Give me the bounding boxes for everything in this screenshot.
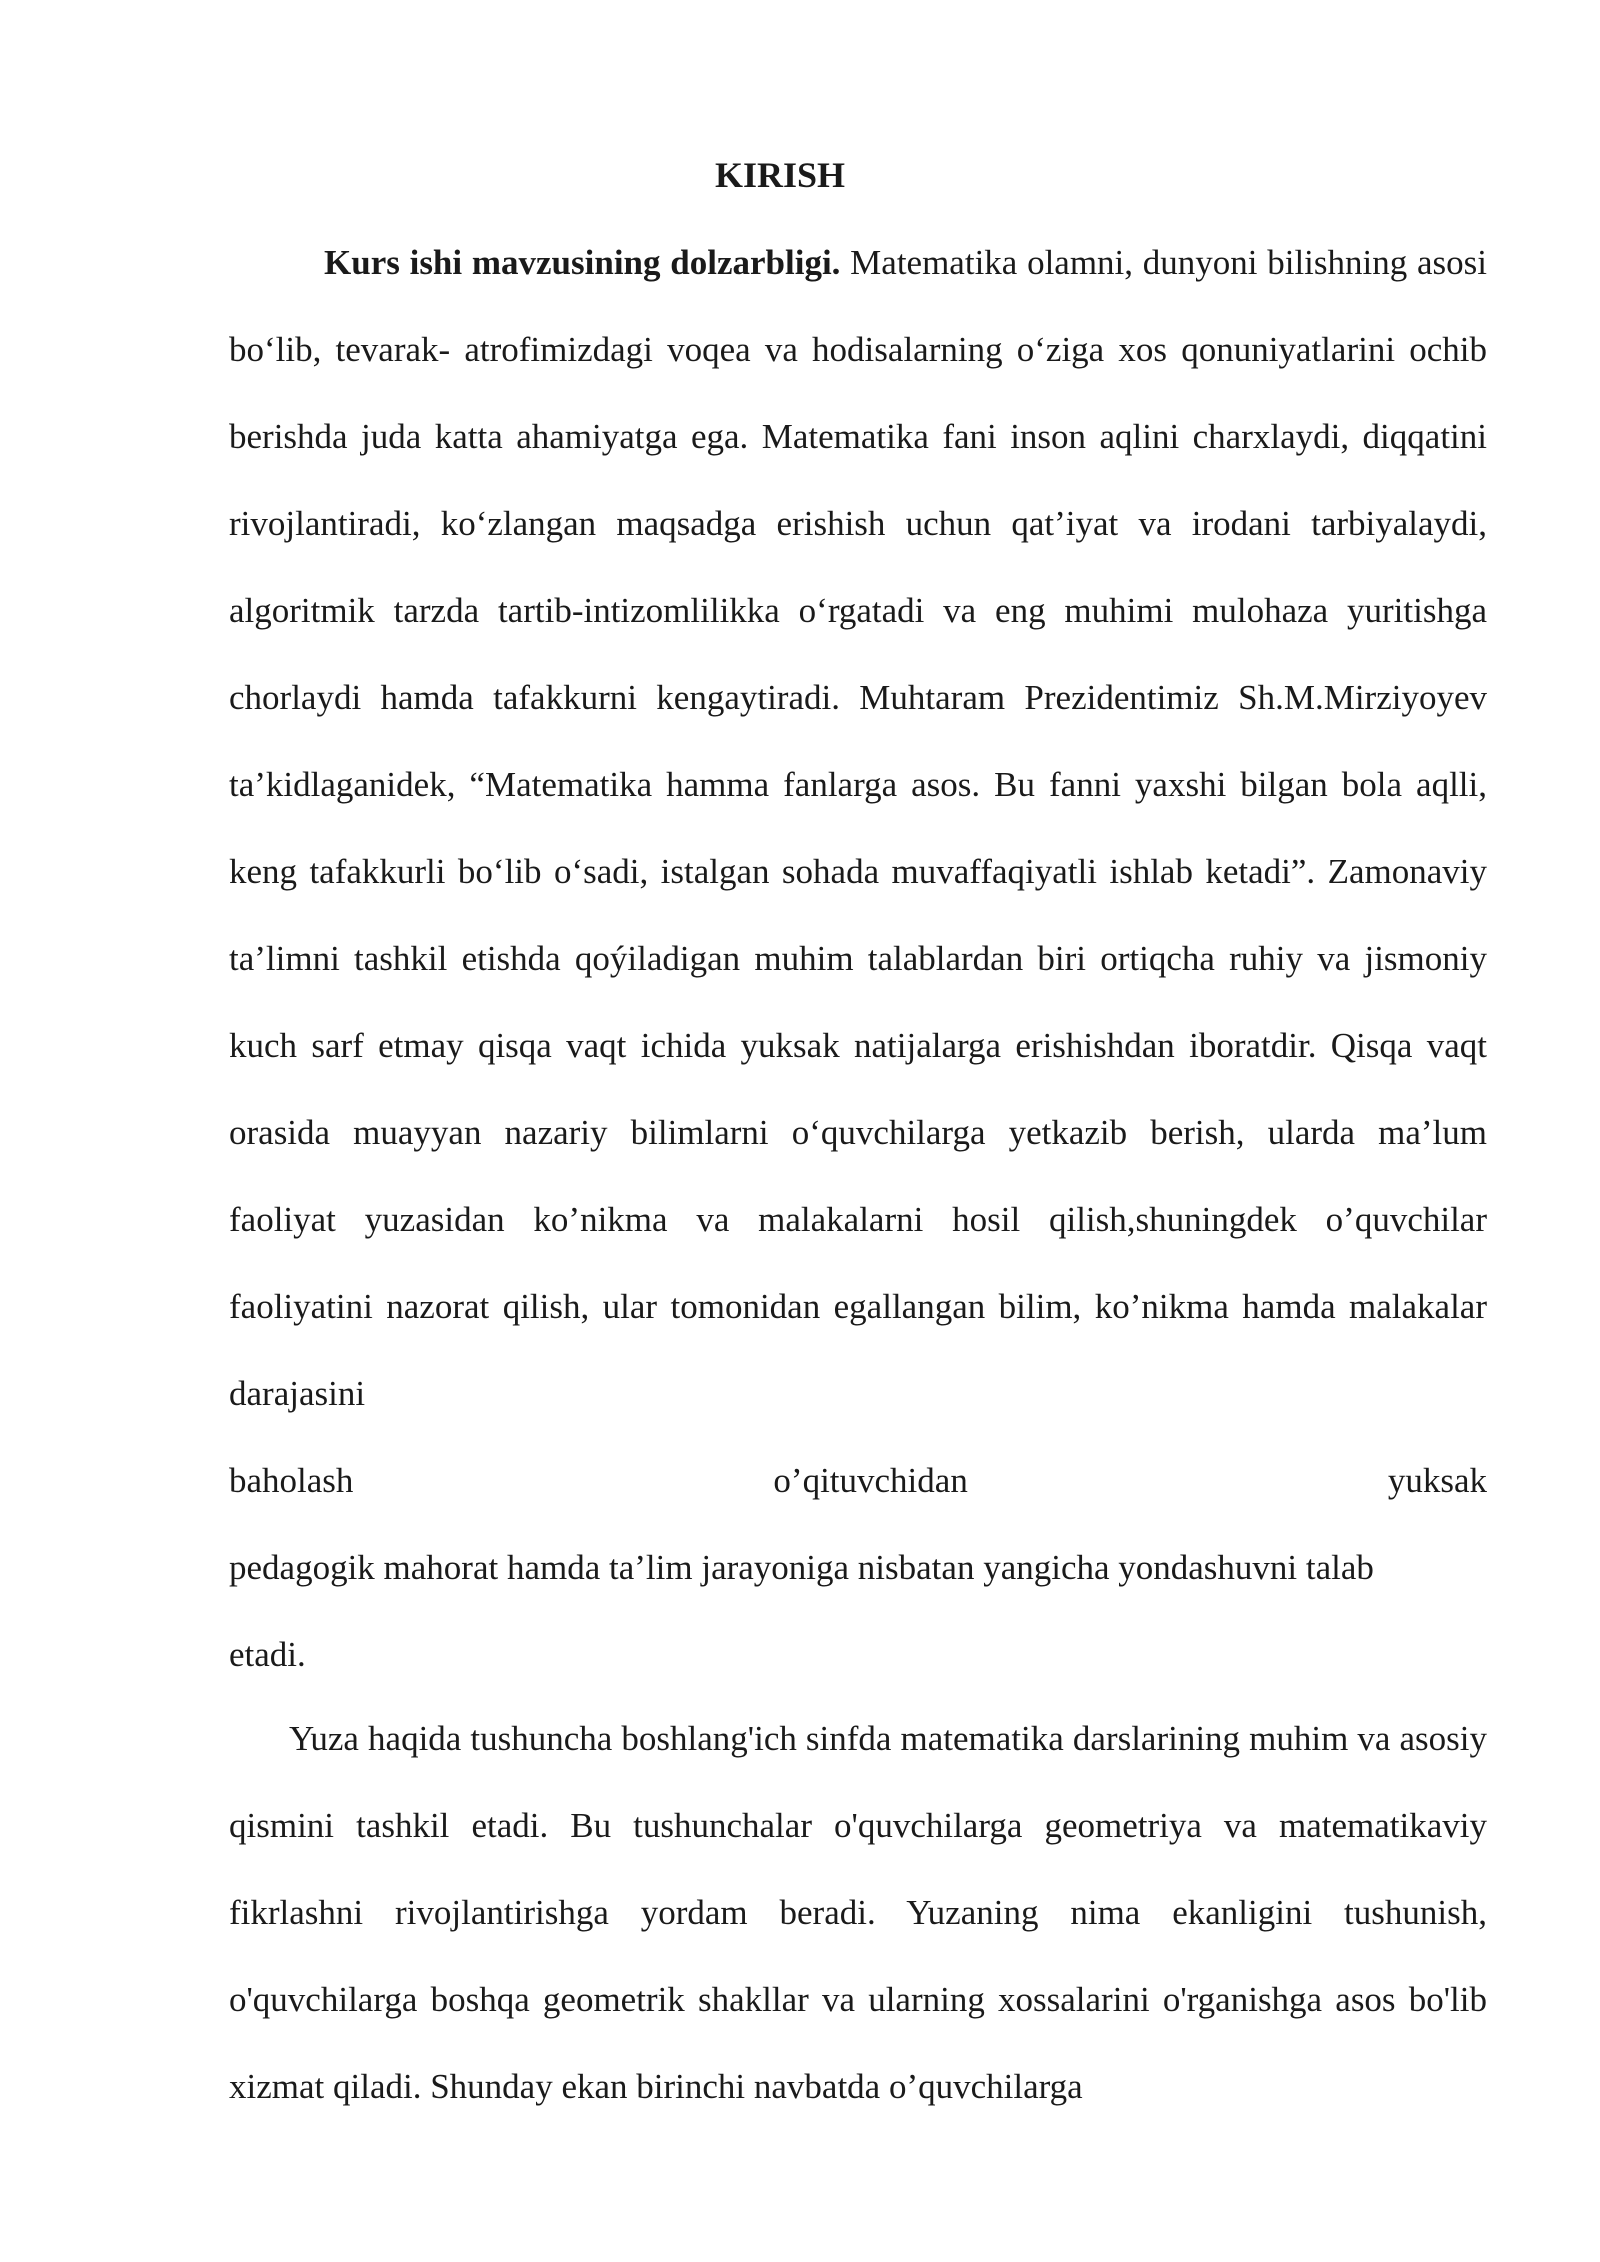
paragraph-lead-heading: Kurs ishi mavzusining dolzarbligi. bbox=[324, 243, 841, 282]
spread-word: yuksak bbox=[1387, 1461, 1487, 1500]
paragraph-relevance-text: Matematika olamni, dunyoni bilishning asosi bo‘lib, tevarak- atrofimizdagi voqea va hodisalarning o‘ziga xos qonuniyatlarini ochib berishda juda katta ahamiyatga ega. Matematika fani inson aqlini charxlaydi, diqqatini rivojlantiradi, ko‘zlangan maqsadga erishish uchun qat’iyat va irodani tarbiyalaydi, algoritmik tarzda tartib-intizomlilikka o‘rgatadi va eng muhimi mulohaza yuritishga chorlaydi hamda tafakkurni kengaytiradi. Muhtaram Prezidentimiz Sh.M.Mirziyoyev ta’kidlaganidek, “Matematika hamma fanlarga asos. Bu fanni yaxshi bilgan bola aqlli, keng tafakkurli bo‘lib o‘sadi, istalgan sohada muvaffaqiyatli ishlab ketadi”. Zamonaviy ta’limni tashkil etishda qoýiladigan muhim talablardan biri ortiqcha ruhiy va jismoniy kuch sarf etmay qisqa vaqt ichida yuksak natijalarga erishishdan iboratdir. Qisqa vaqt orasida muayyan nazariy bilimlarni o‘quvchilarga yetkazib berish, ularda ma’lum faoliyat yuzasidan ko’nikma va malakalarni hosil qilish,shuningdek o’quvchilar faoliyatini nazorat qilish, ular tomonidan egallangan bilim, ko’nikma hamda malakalar darajasini bbox=[229, 243, 1487, 1413]
spread-word: baholash bbox=[229, 1461, 354, 1500]
paragraph-area-concept bbox=[229, 1695, 1487, 2130]
paragraph-line: pedagogik mahorat hamda ta’lim jarayoniga nisbatan yangicha yondashuvni talab bbox=[229, 1548, 1374, 1587]
spread-word: o’qituvchidan bbox=[773, 1461, 968, 1500]
paragraph-relevance bbox=[229, 219, 1487, 1698]
paragraph-relevance-body bbox=[229, 219, 1487, 1437]
spread-line bbox=[229, 1437, 1487, 1524]
paragraph-last-line: etadi. bbox=[229, 1635, 306, 1674]
paragraph-area-concept-body: Yuza haqida tushuncha boshlang'ich sinfda matematika darslarining muhim va asosiy qismini tashkil etadi. Bu tushunchalar o'quvchilarga geometriya va matematikaviy fikrlashni rivojlantirishga yordam beradi. Yuzaning nima ekanligini tushunish, o'quvchilarga boshqa geometrik shakllar va ularning xossalarini o'rganishga asos bo'lib xizmat qiladi. Shunday ekan birinchi navbatda o’quvchilarga bbox=[229, 1719, 1487, 2106]
document-title: KIRISH bbox=[714, 155, 846, 195]
